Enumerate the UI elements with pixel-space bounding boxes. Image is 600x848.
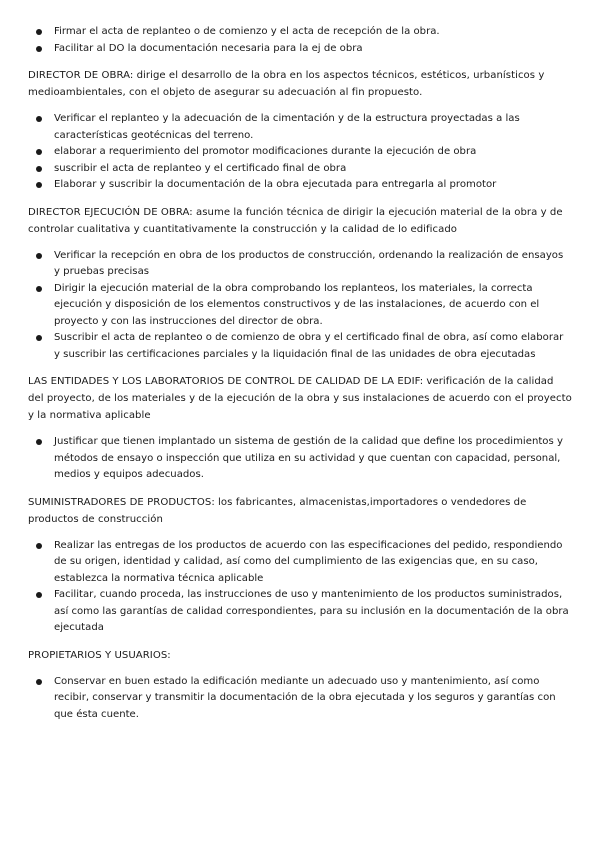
list-item: Elaborar y suscribir la documentación de la obra ejecutada para entregarla al promotor	[28, 177, 572, 194]
list-item: Verificar la recepción en obra de los productos de construcción, ordenando la realización de ensayos y pruebas precisas	[28, 248, 572, 281]
list-item: suscribir el acta de replanteo y el certificado final de obra	[28, 161, 572, 178]
bullet-icon	[36, 166, 42, 172]
bullet-icon	[36, 286, 42, 292]
entidades-paragraph: LAS ENTIDADES Y LOS LABORATORIOS DE CONTROL DE CALIDAD DE LA EDIF: verificación de la calidad del proyecto, de los materiales y de la ejecución de la obra y sus instalaciones de acuerdo con el proyecto y la normativa aplicable	[28, 376, 572, 421]
list-item: Suscribir el acta de replanteo o de comienzo de obra y el certificado final de obra, así como elaborar y suscribir las certificaciones parciales y la liquidación final de las unidades de obra ejecutadas	[28, 330, 572, 363]
bullet-icon	[36, 679, 42, 685]
propietarios-bullet-list	[28, 674, 572, 724]
list-item: elaborar a requerimiento del promotor modificaciones durante la ejecución de obra	[28, 144, 572, 161]
list-item: Facilitar al DO la documentación necesaria para la ej de obra	[28, 41, 572, 58]
bullet-icon	[36, 543, 42, 549]
list-item: Verificar el replanteo y la adecuación de la cimentación y de la estructura proyectadas a las características geotécnicas del terreno.	[28, 111, 572, 144]
bullet-icon	[36, 116, 42, 122]
bullet-icon	[36, 439, 42, 445]
bullet-icon	[36, 182, 42, 188]
bullet-icon	[36, 335, 42, 341]
director-ejecucion-paragraph: DIRECTOR EJECUCIÓN DE OBRA: asume la función técnica de dirigir la ejecución material de la obra y de controlar cualitativa y cuantitativamente la construcción y la calidad de lo edificado	[28, 206, 563, 235]
list-item: Conservar en buen estado la edificación mediante un adecuado uso y mantenimiento, así como recibir, conservar y transmitir la documentación de la obra ejecutada y los seguros y garantías con que ésta cuente.	[28, 674, 572, 724]
propietarios-paragraph: PROPIETARIOS Y USUARIOS:	[28, 649, 171, 661]
intro-bullet-list	[28, 24, 572, 57]
list-item: Firmar el acta de replanteo o de comienzo y el acta de recepción de la obra.	[28, 24, 572, 41]
director-obra-bullet-list	[28, 111, 572, 194]
bullet-icon	[36, 46, 42, 52]
director-ejecucion-bullet-list	[28, 248, 572, 364]
list-item: Dirigir la ejecución material de la obra comprobando los replanteos, los materiales, la correcta ejecución y disposición de los elementos constructivos y de las instalaciones, de acuerdo con el proyecto y con las instrucciones del director de obra.	[28, 281, 572, 331]
list-item: Realizar las entregas de los productos de acuerdo con las especificaciones del pedido, respondiendo de su origen, identidad y calidad, así como del cumplimiento de las exigencias que, en su caso, establezca la normativa técnica aplicable	[28, 538, 572, 588]
suministradores-paragraph: SUMINISTRADORES DE PRODUCTOS: los fabricantes, almacenistas,importadores o vendedores de productos de construcción	[28, 496, 527, 525]
suministradores-bullet-list	[28, 538, 572, 637]
director-obra-paragraph: DIRECTOR DE OBRA: dirige el desarrollo de la obra en los aspectos técnicos, estéticos, urbanísticos y medioambientales, con el objeto de asegurar su adecuación al fin propuesto.	[28, 70, 545, 98]
list-item: Facilitar, cuando proceda, las instrucciones de uso y mantenimiento de los productos suministrados, así como las garantías de calidad correspondientes, para su inclusión en la documentación de la obra ejecutada	[28, 587, 572, 637]
bullet-icon	[36, 29, 42, 35]
list-item: Justificar que tienen implantado un sistema de gestión de la calidad que define los procedimientos y métodos de ensayo o inspección que utiliza en su actividad y que cuentan con capacidad, personal, medios y equipos adecuados.	[28, 434, 572, 484]
bullet-icon	[36, 149, 42, 155]
bullet-icon	[36, 592, 42, 598]
entidades-bullet-list	[28, 434, 572, 484]
bullet-icon	[36, 253, 42, 259]
